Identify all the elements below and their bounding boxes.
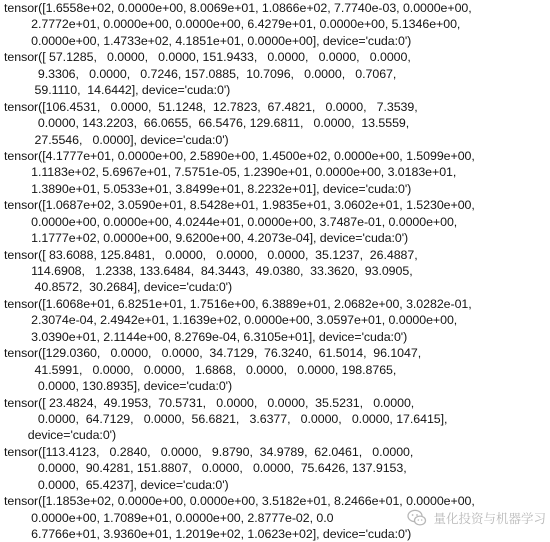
output-line: tensor([ 23.4824, 49.1953, 70.5731, 0.0000, 0.0000, 35.5231, 0.0000, [4, 395, 415, 410]
output-line: 0.0000e+00, 1.4733e+02, 4.1851e+01, 0.0000e+00], device='cuda:0') [4, 33, 412, 48]
output-line: 59.1110, 14.6442], device='cuda:0') [4, 83, 231, 98]
output-line: 0.0000, 64.7129, 0.0000, 56.6821, 3.6377, 0.0000, 0.0000, 17.6415], [4, 411, 448, 426]
output-line: tensor([1.6068e+01, 6.8251e+01, 1.7516e+00, 6.3889e+01, 2.0682e+00, 3.0282e-01, [4, 296, 472, 311]
watermark-text: 量化投资与机器学习 [433, 512, 546, 526]
output-line: tensor([1.6558e+02, 0.0000e+00, 8.0069e+01, 1.0866e+02, 7.7740e-03, 0.0000e+00, [4, 1, 472, 15]
output-line: tensor([ 57.1285, 0.0000, 0.0000, 151.9433, 0.0000, 0.0000, 0.0000, [4, 50, 411, 65]
output-line: device='cuda:0') [4, 428, 117, 443]
output-line: tensor([4.1777e+01, 0.0000e+00, 2.5890e+00, 1.4500e+02, 0.0000e+00, 1.5099e+00, [4, 148, 475, 163]
output-line: 0.0000, 65.4237], device='cuda:0') [4, 477, 229, 492]
output-line: 0.0000e+00, 1.7089e+01, 0.0000e+00, 2.8777e-02, 0.0 [4, 510, 334, 525]
output-line: 9.3306, 0.0000, 0.7246, 157.0885, 10.7096, 0.0000, 0.7067, [4, 66, 397, 81]
output-line: tensor([106.4531, 0.0000, 51.1248, 12.7823, 67.4821, 0.0000, 7.3539, [4, 99, 418, 114]
output-line: 6.7766e+01, 3.9360e+01, 1.2019e+02, 1.0623e+02], device='cuda:0') [4, 527, 412, 541]
output-line: 0.0000, 130.8935], device='cuda:0') [4, 379, 233, 394]
output-line: tensor([1.1853e+02, 0.0000e+00, 0.0000e+00, 3.5182e+01, 8.2466e+01, 0.0000e+00, [4, 494, 475, 509]
output-line: 3.0390e+01, 2.1144e+00, 8.2769e-04, 6.3105e+01], device='cuda:0') [4, 329, 408, 344]
output-line: 40.8572, 30.2684], device='cuda:0') [4, 280, 233, 295]
output-line: 2.7772e+01, 0.0000e+00, 0.0000e+00, 6.4279e+01, 0.0000e+00, 5.1346e+00, [4, 17, 461, 32]
output-line: 1.3890e+01, 5.0533e+01, 3.8499e+01, 8.2232e+01], device='cuda:0') [4, 181, 412, 196]
output-line: 0.0000, 143.2203, 66.0655, 66.5476, 129.6811, 0.0000, 13.5559, [4, 116, 410, 131]
output-line: 1.1183e+02, 5.6967e+01, 7.5751e-05, 1.2390e+01, 0.0000e+00, 3.0183e+01, [4, 165, 457, 180]
output-line: 0.0000e+00, 0.0000e+00, 4.0244e+01, 0.0000e+00, 3.7487e-01, 0.0000e+00, [4, 214, 458, 229]
output-line: tensor([113.4123, 0.2840, 0.0000, 9.8790, 34.9789, 62.0461, 0.0000, [4, 444, 414, 459]
output-line: 1.1777e+02, 0.0000e+00, 9.6200e+00, 4.2073e-04], device='cuda:0') [4, 231, 409, 246]
output-line: tensor([ 83.6088, 125.8481, 0.0000, 0.0000, 0.0000, 35.1237, 26.4887, [4, 247, 418, 262]
output-line: 27.5546, 0.0000], device='cuda:0') [4, 132, 229, 147]
output-line: 0.0000, 90.4281, 151.8807, 0.0000, 0.0000, 75.6426, 137.9153, [4, 461, 407, 476]
output-line: 41.5991, 0.0000, 0.0000, 1.6868, 0.0000, 0.0000, 198.8765, [4, 362, 397, 377]
output-line: 2.3074e-04, 2.4942e+01, 1.1639e+02, 0.0000e+00, 3.0597e+01, 0.0000e+00, [4, 313, 458, 328]
console-output [4, 0, 548, 542]
output-line: tensor([1.0687e+02, 3.0590e+01, 8.5428e+01, 1.9835e+01, 3.0602e+01, 1.5230e+00, [4, 198, 475, 213]
output-line: 114.6908, 1.2338, 133.6484, 84.3443, 49.0380, 33.3620, 93.0905, [4, 264, 413, 278]
output-line: tensor([129.0360, 0.0000, 0.0000, 34.7129, 76.3240, 61.5014, 96.1047, [4, 346, 422, 361]
